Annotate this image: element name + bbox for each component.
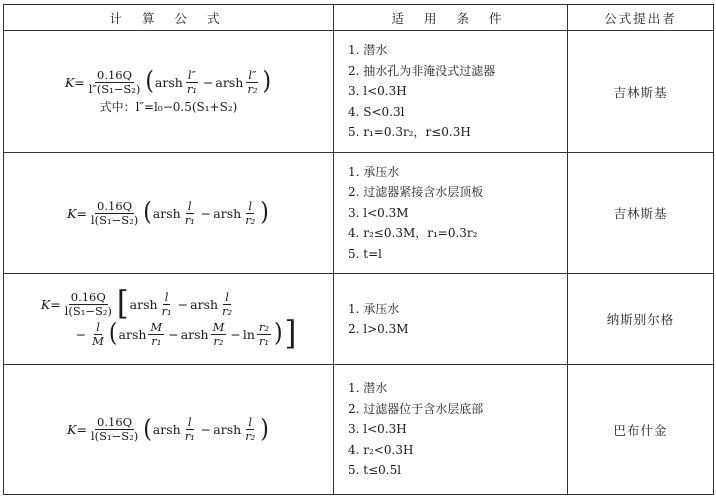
coef-fraction: [63, 291, 114, 318]
proposer-cell: 巴布什金: [568, 365, 714, 495]
conditions-cell: [334, 31, 568, 153]
formula-line: [67, 416, 270, 443]
arsh-label: arsh: [190, 296, 219, 312]
conditions-cell: [334, 365, 568, 495]
table-row: [4, 153, 714, 274]
conditions-list: [334, 378, 567, 481]
condition-item: 3. l<0.3H: [348, 84, 407, 99]
ln-label: ln: [242, 326, 255, 342]
proposer-cell: 纳斯别尔格: [568, 274, 714, 365]
condition-item: 2. 过滤器位于含水层底部: [348, 401, 484, 416]
condition-item: 1. 承压水: [348, 301, 400, 316]
coef-fraction: [90, 321, 106, 348]
formula-line-2: [74, 314, 298, 353]
left-paren: (: [145, 67, 154, 96]
frac-denominator: M: [92, 333, 104, 348]
formula-cell: [4, 153, 334, 274]
condition-item: 2. 过滤器紧接含水层顶板: [348, 185, 484, 200]
left-paren: (: [143, 414, 152, 444]
frac-numerator: 0.16Q: [97, 67, 133, 82]
frac-denominator: r₂: [247, 81, 258, 96]
frac-denominator: r₂: [213, 333, 224, 348]
frac-numerator: 0.16Q: [97, 415, 133, 429]
arg-fraction: [185, 69, 199, 96]
left-paren: (: [143, 198, 152, 227]
coef-fraction: [89, 200, 140, 227]
frac-numerator: 0.16Q: [97, 198, 133, 213]
formula-lhs: K=: [67, 422, 87, 437]
condition-item: 3. l<0.3H: [348, 422, 407, 437]
arg-fraction: [243, 416, 257, 443]
frac-denominator: r₂: [245, 212, 256, 227]
arsh-label: arsh: [129, 296, 158, 312]
condition-item: 4. r₂<0.3H: [348, 442, 414, 457]
formula-note: 式中：l″=l₀−0.5(S₁+S₂): [99, 99, 238, 114]
minus-sign: −: [75, 326, 87, 342]
left-bracket: [: [116, 284, 129, 323]
frac-denominator: l(S₁−S₂): [64, 303, 112, 318]
header-conditions: 适 用 条 件: [334, 5, 568, 31]
coef-fraction: [87, 69, 143, 96]
formula-cell: [4, 274, 334, 365]
minus-sign: −: [200, 205, 212, 221]
condition-item: 2. l>0.3M: [348, 322, 409, 336]
conditions-cell: [334, 153, 568, 274]
minus-sign: −: [202, 74, 214, 90]
frac-numerator: l: [187, 415, 192, 429]
arsh-label: arsh: [180, 326, 209, 342]
formula-table: [3, 4, 714, 495]
arsh-label: arsh: [152, 205, 181, 221]
arg-fraction: [148, 321, 164, 348]
frac-denominator: r₁: [186, 81, 197, 96]
frac-numerator: l″: [187, 67, 196, 82]
coef-fraction: [89, 416, 140, 443]
formula-lhs: K=: [67, 205, 87, 221]
frac-numerator: M: [150, 319, 163, 334]
frac-denominator: l(S₁−S₂): [90, 429, 139, 443]
condition-item: 5. r₁=0.3r₂，r≤0.3H: [348, 125, 471, 140]
minus-sign: −: [230, 326, 241, 342]
arsh-label: arsh: [213, 205, 242, 221]
condition-item: 1. 承压水: [348, 164, 400, 179]
frac-denominator: r₂: [222, 303, 233, 318]
formula-lhs: K=: [64, 74, 85, 90]
formula-cell: [4, 31, 334, 153]
conditions-list: [334, 40, 567, 143]
frac-denominator: r₁: [184, 212, 195, 227]
arg-fraction: [183, 416, 197, 443]
minus-sign: −: [177, 296, 189, 312]
frac-numerator: l: [248, 415, 253, 429]
frac-numerator: l: [225, 289, 229, 304]
condition-item: 2. 抽水孔为非淹没式过滤器: [348, 63, 496, 78]
table-row: [4, 365, 714, 495]
formula-cell: [4, 365, 334, 495]
frac-denominator: l(S₁−S₂): [90, 212, 139, 227]
proposer-cell: 吉林斯基: [568, 153, 714, 274]
conditions-list: [334, 162, 567, 265]
minus-sign: −: [200, 422, 212, 437]
condition-item: 4. r₂≤0.3M，r₁=0.3r₂: [348, 226, 478, 241]
right-paren: ): [274, 319, 283, 348]
frac-denominator: l″(S₁−S₂): [88, 81, 141, 96]
conditions-cell: [334, 274, 568, 365]
frac-numerator: l: [187, 198, 192, 213]
arg-fraction: [211, 321, 227, 348]
header-row: [4, 5, 714, 31]
formula-line: [65, 69, 272, 96]
arsh-label: arsh: [154, 74, 183, 90]
arg-fraction: [183, 200, 197, 227]
arsh-label: arsh: [213, 422, 242, 437]
minus-sign: −: [168, 326, 179, 342]
arg-fraction: [220, 291, 234, 318]
frac-numerator: r₂: [258, 319, 270, 334]
arg-fraction: [245, 69, 259, 96]
arg-fraction: [243, 200, 257, 227]
formula-line: [67, 200, 270, 227]
frac-numerator: l: [248, 198, 253, 213]
arg-fraction: [160, 291, 174, 318]
right-bracket: ]: [284, 314, 297, 353]
frac-numerator: 0.16Q: [70, 289, 106, 304]
arsh-label: arsh: [152, 422, 181, 437]
condition-item: 5. t≤0.5l: [348, 463, 402, 478]
frac-denominator: r₁: [161, 303, 172, 318]
arsh-label: arsh: [118, 326, 147, 342]
formula-lhs: K=: [40, 296, 61, 312]
condition-item: 1. 潜水: [348, 381, 388, 396]
frac-denominator: r₁: [184, 429, 195, 443]
arsh-label: arsh: [215, 74, 244, 90]
arg-fraction: [257, 321, 271, 348]
condition-item: 4. S<0.3l: [348, 104, 405, 119]
header-formula: 计 算 公 式: [4, 5, 334, 31]
right-paren: ): [260, 414, 269, 444]
frac-denominator: r₁: [258, 333, 270, 348]
frac-numerator: l″: [248, 67, 257, 82]
frac-numerator: M: [212, 319, 225, 334]
condition-item: 1. 潜水: [348, 43, 388, 58]
left-paren: (: [108, 319, 118, 348]
frac-denominator: r₂: [245, 429, 256, 443]
right-paren: ): [260, 198, 269, 227]
conditions-list: [334, 299, 567, 340]
right-paren: ): [262, 67, 272, 96]
frac-numerator: l: [164, 289, 169, 304]
condition-item: 5. t=l: [348, 246, 382, 261]
header-proposer: 公式提出者: [568, 5, 714, 31]
proposer-cell: 吉林斯基: [568, 31, 714, 153]
frac-numerator: l: [96, 319, 100, 334]
formula-line: [40, 284, 296, 323]
table-row: [4, 274, 714, 365]
table-row: [4, 31, 714, 153]
condition-item: 3. l<0.3M: [348, 205, 409, 220]
frac-denominator: r₁: [151, 333, 162, 348]
